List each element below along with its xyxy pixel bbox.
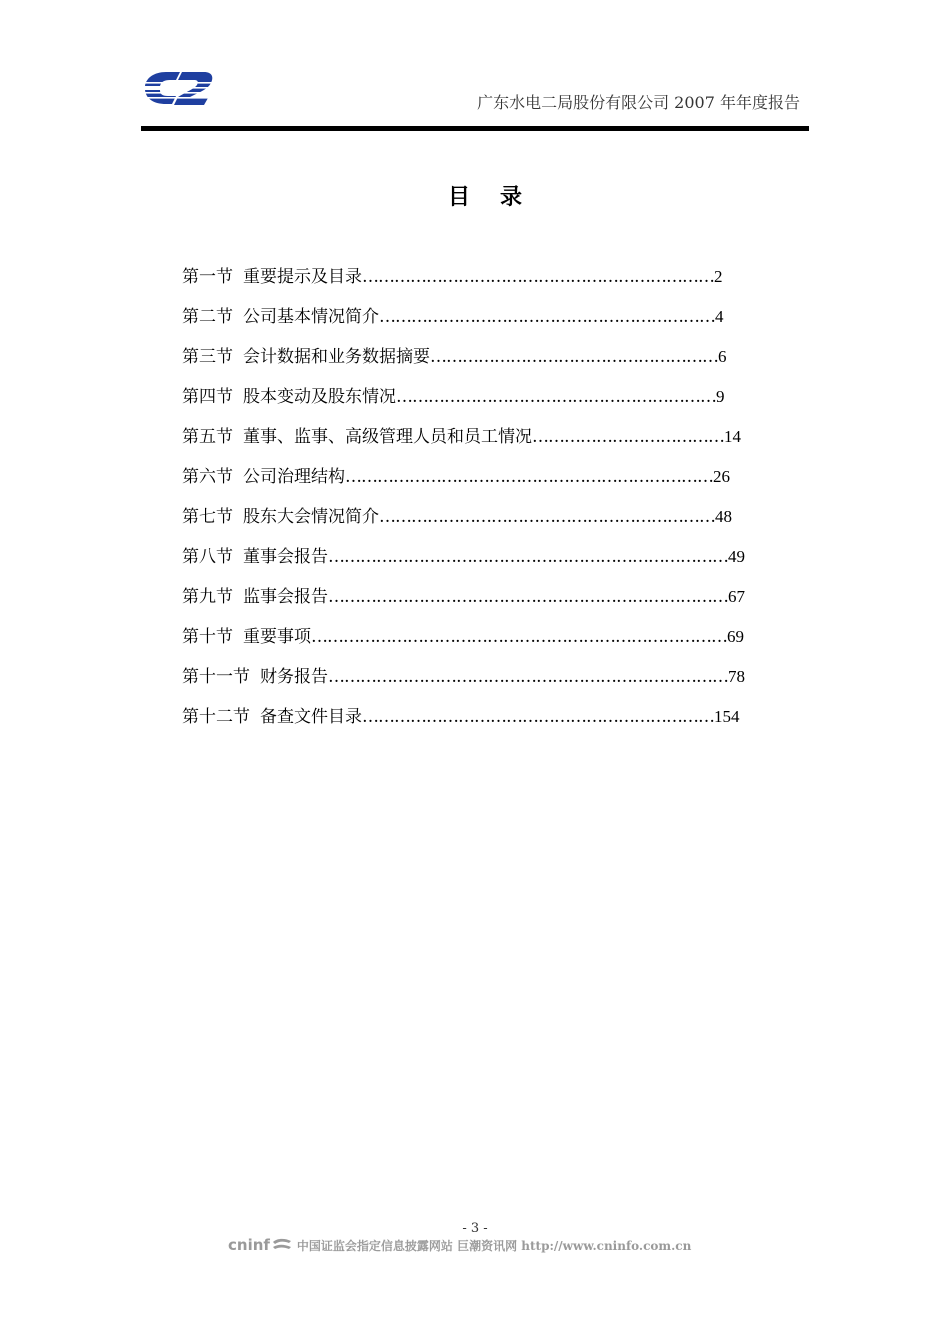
company-logo-icon — [142, 68, 214, 108]
header-divider — [141, 126, 809, 131]
toc-section-title: 股本变动及股东情况 — [243, 387, 396, 407]
toc-page-number: 14 — [724, 427, 741, 446]
toc-page-number: 49 — [728, 547, 745, 566]
toc-section-title: 重要事项 — [243, 627, 311, 647]
toc-page-number: 2 — [714, 267, 723, 286]
toc-section-number: 第六节 — [182, 467, 233, 487]
toc-page-number: 48 — [715, 507, 732, 526]
toc-entry[interactable] — [182, 583, 782, 623]
toc-section-number: 第五节 — [182, 427, 233, 447]
toc-section-title: 股东大会情况简介 — [243, 507, 379, 527]
toc-leader-dots: …………………………………………………… — [396, 387, 716, 407]
toc-leader-dots: ……………………………………………………… — [379, 307, 715, 327]
toc-entry[interactable] — [182, 383, 782, 423]
toc-section-title: 财务报告 — [260, 667, 328, 687]
toc-leader-dots: ……………………………………………………… — [379, 507, 715, 527]
toc-section-number: 第七节 — [182, 507, 233, 527]
toc-entry[interactable] — [182, 303, 782, 343]
toc-section-title: 董事会报告 — [243, 547, 328, 567]
toc-section-title: 监事会报告 — [243, 587, 328, 607]
toc-leader-dots: ………………………………………………………………… — [328, 547, 728, 567]
toc-entry[interactable] — [182, 463, 782, 503]
toc-page-number: 78 — [728, 667, 745, 686]
toc-page-number: 69 — [727, 627, 744, 646]
toc-section-title: 董事、监事、高级管理人员和员工情况 — [243, 427, 532, 447]
toc-section-number: 第十节 — [182, 627, 233, 647]
toc-section-number: 第三节 — [182, 347, 233, 367]
toc-entry[interactable] — [182, 343, 782, 383]
cninfo-logo-icon — [271, 1237, 293, 1253]
toc-section-title: 公司治理结构 — [243, 467, 345, 487]
toc-section-number: 第四节 — [182, 387, 233, 407]
toc-entry[interactable] — [182, 703, 782, 743]
report-header-title: 广东水电二局股份有限公司 2007 年年度报告 — [477, 93, 800, 112]
toc-section-title: 公司基本情况简介 — [243, 307, 379, 327]
toc-section-title: 重要提示及目录 — [243, 267, 362, 287]
toc-entry[interactable] — [182, 543, 782, 583]
toc-title: 目录 — [447, 184, 552, 210]
table-of-contents — [182, 263, 782, 743]
toc-leader-dots: …………………………………………………………… — [345, 467, 713, 487]
toc-entry[interactable] — [182, 623, 782, 663]
toc-leader-dots: ………………………………………………………… — [362, 707, 714, 727]
toc-page-number: 154 — [714, 707, 740, 726]
toc-section-number: 第八节 — [182, 547, 233, 567]
page-number: - 3 - — [462, 1221, 488, 1236]
toc-leader-dots: ………………………………………………………………… — [328, 667, 728, 687]
toc-page-number: 4 — [715, 307, 724, 326]
toc-page-number: 67 — [728, 587, 745, 606]
toc-section-number: 第十一节 — [182, 667, 250, 687]
footer-brand: cninf — [228, 1236, 270, 1254]
toc-entry[interactable] — [182, 263, 782, 303]
toc-entry[interactable] — [182, 423, 782, 463]
toc-section-number: 第一节 — [182, 267, 233, 287]
toc-section-number: 第九节 — [182, 587, 233, 607]
toc-entry[interactable] — [182, 663, 782, 703]
footer — [228, 1235, 691, 1255]
toc-leader-dots: ………………………………………………………………… — [328, 587, 728, 607]
toc-section-title: 备查文件目录 — [260, 707, 362, 727]
toc-page-number: 26 — [713, 467, 730, 486]
toc-leader-dots: ………………………………………………………… — [362, 267, 714, 287]
footer-text: 中国证监会指定信息披露网站 巨潮资讯网 http://www.cninfo.com.cn — [296, 1238, 692, 1253]
toc-page-number: 9 — [716, 387, 725, 406]
toc-leader-dots: …………………………………………………………………… — [311, 627, 727, 647]
toc-section-number: 第二节 — [182, 307, 233, 327]
toc-section-number: 第十二节 — [182, 707, 250, 727]
toc-page-number: 6 — [718, 347, 727, 366]
toc-leader-dots: ……………………………………………… — [430, 347, 718, 367]
toc-entry[interactable] — [182, 503, 782, 543]
toc-section-title: 会计数据和业务数据摘要 — [243, 347, 430, 367]
toc-leader-dots: ……………………………… — [532, 427, 724, 447]
